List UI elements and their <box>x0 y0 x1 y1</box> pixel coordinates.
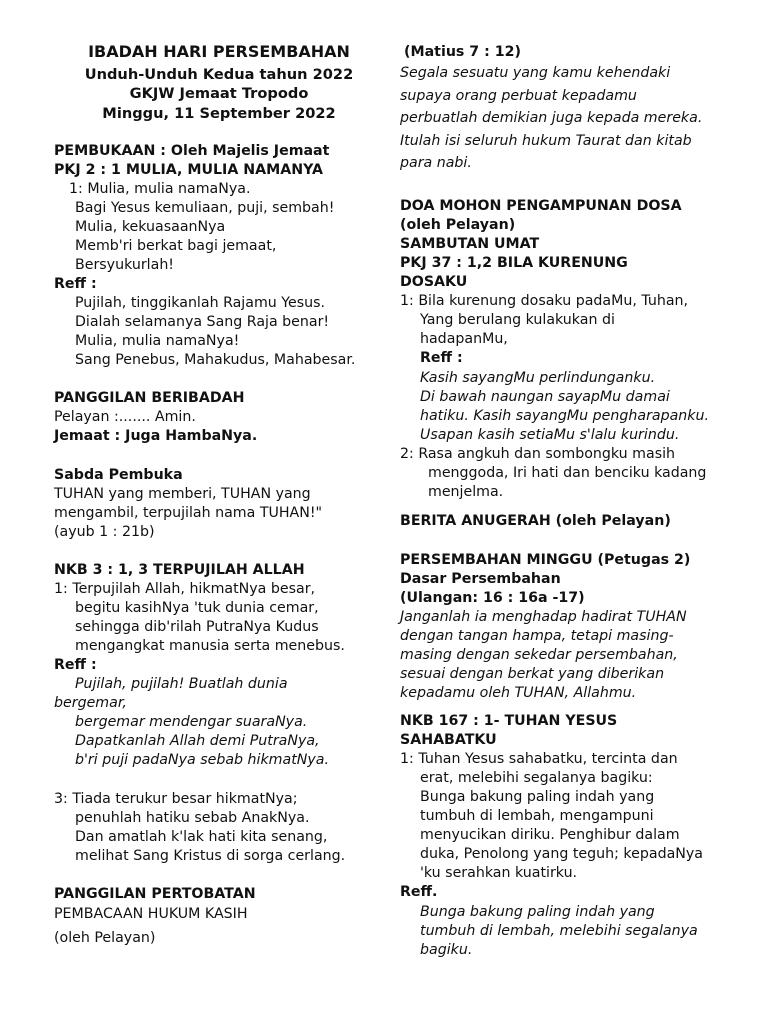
matius-line: para nabi. <box>400 155 472 171</box>
nkb167-reff-line: tumbuh di lembah, melebihi segalanya <box>420 923 698 939</box>
pkj2-verse-line: 1: Mulia, mulia namaNya. <box>69 181 251 197</box>
pkj2-verse-line: Bersyukurlah! <box>75 257 174 273</box>
nkb167-reff-line: Bunga bakung paling indah yang <box>420 904 655 920</box>
subtitle-line: Unduh-Unduh Kedua tahun 2022 <box>84 66 354 83</box>
nkb167-verse1-line: tumbuh di lembah, mengampuni <box>420 808 654 824</box>
panggilan-heading: PANGGILAN BERIBADAH <box>54 390 245 406</box>
nkb3-reff-line: Pujilah, pujilah! Buatlah dunia <box>75 676 288 692</box>
matius-ref: (Matius 7 : 12) <box>404 44 521 60</box>
nkb167-verse1-line: 1: Tuhan Yesus sahabatku, tercinta dan <box>400 751 678 767</box>
pkj37-verse1-line: hadapanMu, <box>420 331 508 347</box>
pkj2-verse-line: Bagi Yesus kemuliaan, puji, sembah! <box>75 200 335 216</box>
pelayan-line: Pelayan :....... Amin. <box>54 409 196 425</box>
nkb3-reff-line: bergemar, <box>54 695 127 711</box>
pkj37-heading: DOSAKU <box>400 274 468 290</box>
pkj2-reff-line: Dialah selamanya Sang Raja benar! <box>75 314 330 330</box>
nkb3-verse3-line: 3: Tiada terukur besar hikmatNya; <box>54 791 298 807</box>
jemaat-line: Jemaat : Juga HambaNya. <box>54 428 258 444</box>
congregation-line: GKJW Jemaat Tropodo <box>129 85 309 102</box>
nkb3-reff-line: bergemar mendengar suaraNya. <box>75 714 308 730</box>
ulangan-line: kepadamu oleh TUHAN, Allahmu. <box>400 685 637 701</box>
nkb167-verse1-line: 'ku serahkan kuatirku. <box>420 865 578 881</box>
pkj2-reff-label: Reff : <box>54 276 97 292</box>
pkj37-verse1-line: 1: Bila kurenung dosaku padaMu, Tuhan, <box>400 293 689 309</box>
sambutan-heading: SAMBUTAN UMAT <box>400 236 540 252</box>
matius-line: Segala sesuatu yang kamu kehendaki <box>400 65 671 81</box>
pkj37-verse1-line: Yang berulang kulakukan di <box>420 312 615 328</box>
nkb3-reff-line: b'ri puji padaNya sebab hikmatNya. <box>75 752 329 768</box>
sabda-heading: Sabda Pembuka <box>54 467 183 483</box>
pkj2-verse-line: Memb'ri berkat bagi jemaat, <box>75 238 277 254</box>
persembahan-heading: PERSEMBAHAN MINGGU (Petugas 2) <box>400 552 691 568</box>
doa-heading: DOA MOHON PENGAMPUNAN DOSA <box>400 198 682 214</box>
nkb3-verse3-line: Dan amatlah k'lak hati kita senang, <box>75 829 328 845</box>
ulangan-line: masing dengan sekedar persembahan, <box>400 647 678 663</box>
nkb3-heading: NKB 3 : 1, 3 TERPUJILAH ALLAH <box>54 562 305 578</box>
nkb3-reff-line: Dapatkanlah Allah demi PutraNya, <box>75 733 320 749</box>
doa-heading: (oleh Pelayan) <box>400 217 516 233</box>
sabda-line: TUHAN yang memberi, TUHAN yang <box>54 486 311 502</box>
pertobatan-line: PEMBACAAN HUKUM KASIH <box>54 906 248 922</box>
document-title: IBADAH HARI PERSEMBAHAN <box>88 42 350 61</box>
nkb3-reff-label: Reff : <box>54 657 97 673</box>
pkj37-reff-line: Usapan kasih setiaMu s'lalu kurindu. <box>420 427 680 443</box>
pkj2-verse-line: Mulia, kekuasaanNya <box>75 219 226 235</box>
pkj37-reff-line: Di bawah naungan sayapMu damai <box>420 389 670 405</box>
nkb167-verse1-line: duka, Penolong yang teguh; kepadaNya <box>420 846 703 862</box>
nkb167-heading: NKB 167 : 1- TUHAN YESUS <box>400 713 618 729</box>
pkj37-verse2-line: 2: Rasa angkuh dan sombongku masih <box>400 446 676 462</box>
pkj37-reff-line: Kasih sayangMu perlindunganku. <box>420 370 656 386</box>
ulangan-line: dengan tangan hampa, tetapi masing- <box>400 628 674 644</box>
pkj2-heading: PKJ 2 : 1 MULIA, MULIA NAMANYA <box>54 162 323 178</box>
pkj2-reff-line: Mulia, mulia namaNya! <box>75 333 240 349</box>
pkj37-verse2-line: menggoda, Iri hati dan benciku kadang <box>428 465 707 481</box>
nkb167-verse1-line: erat, melebihi segalanya bagiku: <box>420 770 653 786</box>
pkj2-reff-line: Sang Penebus, Mahakudus, Mahabesar. <box>75 352 356 368</box>
nkb3-verse1-line: sehingga dib'rilah PutraNya Kudus <box>75 619 319 635</box>
matius-line: supaya orang perbuat kepadamu <box>400 88 637 104</box>
pkj37-heading: PKJ 37 : 1,2 BILA KURENUNG <box>400 255 628 271</box>
pertobatan-line: (oleh Pelayan) <box>54 930 156 946</box>
nkb167-verse1-line: Bunga bakung paling indah yang <box>420 789 655 805</box>
ulangan-ref: (Ulangan: 16 : 16a -17) <box>400 590 585 606</box>
ulangan-line: Janganlah ia menghadap hadirat TUHAN <box>400 609 687 625</box>
berita-heading: BERITA ANUGERAH (oleh Pelayan) <box>400 513 671 529</box>
matius-line: perbuatlah demikian juga kepada mereka. <box>400 110 703 126</box>
nkb3-verse1-line: mengangkat manusia serta menebus. <box>75 638 345 654</box>
sabda-line: (ayub 1 : 21b) <box>54 524 155 540</box>
matius-line: Itulah isi seluruh hukum Taurat dan kitab <box>400 133 692 149</box>
ulangan-line: sesuai dengan berkat yang diberikan <box>400 666 665 682</box>
sabda-line: mengambil, terpujilah nama TUHAN!" <box>54 505 323 521</box>
pertobatan-heading: PANGGILAN PERTOBATAN <box>54 886 256 902</box>
pkj37-reff-label: Reff : <box>420 350 463 366</box>
nkb3-verse1-line: 1: Terpujilah Allah, hikmatNya besar, <box>54 581 316 597</box>
nkb167-reff-line: bagiku. <box>420 942 473 958</box>
pkj37-verse2-line: menjelma. <box>428 484 504 500</box>
pembukaan-heading: PEMBUKAAN : Oleh Majelis Jemaat <box>54 143 330 159</box>
nkb3-verse3-line: melihat Sang Kristus di sorga cerlang. <box>75 848 346 864</box>
nkb167-heading: SAHABATKU <box>400 732 497 748</box>
pkj2-reff-line: Pujilah, tinggikanlah Rajamu Yesus. <box>75 295 326 311</box>
nkb3-verse3-line: penuhlah hatiku sebab AnakNya. <box>75 810 310 826</box>
date-line: Minggu, 11 September 2022 <box>102 105 336 122</box>
dasar-heading: Dasar Persembahan <box>400 571 561 587</box>
nkb167-reff-label: Reff. <box>400 884 438 900</box>
nkb167-verse1-line: menyucikan diriku. Penghibur dalam <box>420 827 680 843</box>
nkb3-verse1-line: begitu kasihNya 'tuk dunia cemar, <box>75 600 319 616</box>
pkj37-reff-line: hatiku. Kasih sayangMu pengharapanku. <box>420 408 710 424</box>
